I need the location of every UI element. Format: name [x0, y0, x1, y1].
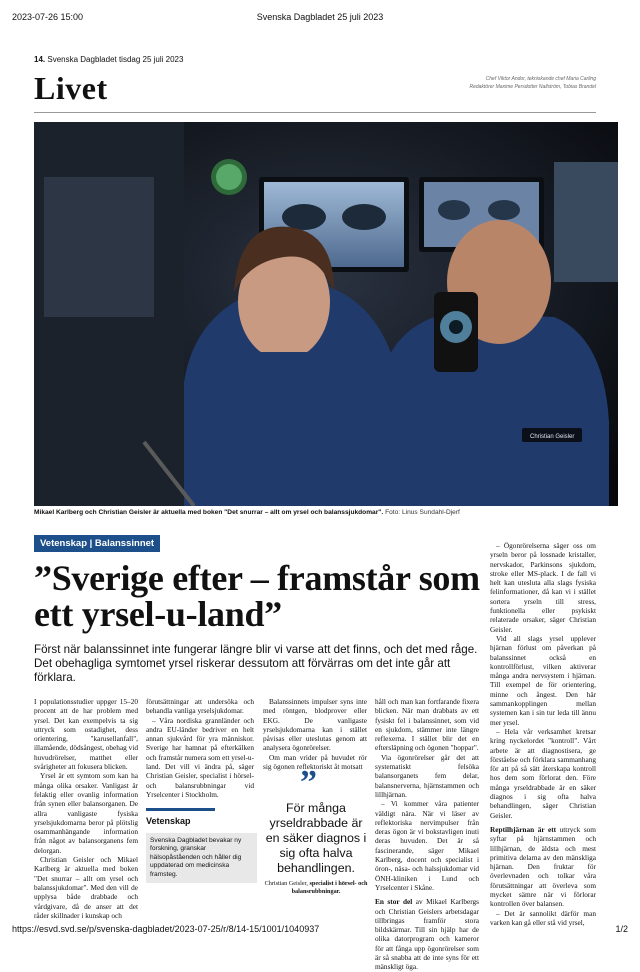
- paragraph: Christian Geisler och Mikael Karlberg är aktuella med boken "Det snurrar – allt om yrsel och balanssjukdomar". Med den vill de upplysa både drabbade och vårdgivare, då de anser att det råder skillnader i kunskap och: [34, 855, 138, 920]
- body-column-2: [146, 697, 254, 799]
- name-badge: Christian Geisler: [530, 434, 575, 440]
- lead-in: En stor del: [375, 897, 413, 907]
- paragraph: håll och man kan fortfarande fixera blicken. När man drabbats av ett fysiskt fel i balanssinnet, som vid en sjukdom, stämmer inte längre reflexerna. I stället blir det en eftersläpning och ögonen "hoppar".: [375, 697, 479, 753]
- paragraph: förutsättningar att undersöka och behandla vanliga yrselsjukdomar.: [146, 697, 254, 716]
- article-kicker: Vetenskap | Balanssinnet: [34, 535, 160, 552]
- factbox-accent-bar: [146, 808, 215, 811]
- page-number: 14.: [34, 55, 46, 64]
- lead-in: Reptilhjärnan är ett: [490, 824, 557, 834]
- section-title: Livet: [34, 70, 108, 106]
- page-header-line: [34, 55, 183, 64]
- credits-line-2: Redaktörer Maxime Persdotter Nallström, Tobias Brandel: [469, 84, 596, 90]
- lead-text: uttryck som syftar på hjärnstammen och lillhjärnan, de äldsta och mest primitiva delarna av den mänskliga hjärnan. Den fruktar för överlevnaden och tolkar våra förutsättningar att överleva som mycket sämre när vi förlorar kontrollen över balansen.: [490, 824, 596, 909]
- pull-quote-attribution: [262, 880, 370, 896]
- paragraph: – Ögonrörelserna säger oss om yrseln beror på lossnade kristaller, nervskador, Parkinsons sjukdom, stroke eller MS-plack. I de fall vi helt kan utesluta alla slags fysiska felinformationer, då kan vi i stället sortera yrseln till stress, funktionella eller psykiskt relaterade orsaker, säger Christian Geisler.: [490, 541, 596, 634]
- factbox-title: Vetenskap: [146, 816, 191, 826]
- paragraph: – Våra nordiska grannländer och andra EU-länder bedriver en helt annan sjukvård för yra människor. Sverige har hamnat på efterkälken och framstår numera som ett yrsel-u-land. Det vill vi ändra på, säger Christian Geisler, specialist i hörsel- och balansrubbningar vid Yrselcenter i Stockholm.: [146, 715, 254, 799]
- quote-name: Christian Geisler,: [264, 880, 308, 887]
- quote-role: specialist i hörsel- och balansrubbningar.: [291, 880, 368, 895]
- page-date-line: Svenska Dagbladet tisdag 25 juli 2023: [47, 55, 184, 64]
- caption-text: Mikael Karlberg och Christian Geisler är aktuella med boken "Det snurrar – allt om yrsel och balanssjukdomar".: [34, 509, 384, 516]
- quote-mark-icon: ”: [300, 764, 317, 801]
- editor-credits: [469, 75, 596, 91]
- body-column-4: [375, 697, 479, 972]
- paragraph: Om man vrider på huvudet rör sig ögonen reflektoriskt åt motsatt: [263, 752, 367, 772]
- article-headline: ”Sverige efter – framstår som ett yrsel-u-land”: [34, 558, 480, 634]
- body-column-3: [263, 697, 367, 771]
- paragraph: Vid all slags yrsel upplever hjärnan förlust om påverkan på balanssinnet också en kontrollförlust, vilken aktiverar många andra nervsystem i hjärnan. Till exempel de för orientering, minne och ångest. Den här sammankopplingen mellan systemen kan i sin tur leda till ännu mer yrsel.: [490, 633, 596, 727]
- credits-line-1: Chef Viktor Andor, tekniskande chef Maria Carling: [485, 76, 596, 82]
- paragraph: Yrsel är ett symtom som kan ha många olika orsaker. Vanligast är felaktig eller ovanlig information från synen eller balansorganen. De allra vanligaste fysiska yrselsjukdomarna beror på plötslig osammanhängande information från något av balansorganens fem delorgan.: [34, 771, 138, 855]
- header-rule: [34, 112, 596, 113]
- factbox-text: Svenska Dagbladet bevakar ny forskning, granskar hälsopåståenden och håller dig uppdaterad om medicinska framsteg.: [146, 833, 257, 883]
- paragraph: [490, 825, 596, 909]
- paragraph: – Vi kommer våra patienter väldigt nära. När vi läser av reflektoriska nervimpulser från deras ögon är vi bokstavligen inuti deras huvuden. Det är så fascinerande, säger Mikael Karlberg, docent och specialist i öron-, näsa- och halssjukdomar vid ÖNH-kliniken i Lund och Yrselcenter i Skåne.: [375, 799, 479, 892]
- paragraph: Via ögonrörelser går det att systematiskt felsöka balansorganets fem delar, balansnerverna, hjärnstammen och lillhjärnan.: [375, 752, 479, 799]
- photo-credit: Foto: Linus Sundahl-Djerf: [385, 509, 460, 516]
- paragraph: [375, 897, 479, 971]
- browser-title: Svenska Dagbladet 25 juli 2023: [256, 12, 384, 22]
- article-ingress: Först när balanssinnet inte fungerar längre blir vi varse att det finns, och det med råge. Det obehagliga symtomet yrsel riskerar dessutom att förvärras om det inte går att förklara.: [34, 643, 478, 684]
- paragraph: I populationsstudier uppger 15–20 procent att de har problem med yrsel. Det kan exempelvis ta sig uttryck som ostadighet, dess orientering, "karusellanfall", illamående, dödsångest, obehag vid huvudrörelser, matthet eller svårigheter att fokusera blicken.: [34, 697, 138, 772]
- paragraph: – Det är sannolikt därför man varken kan gå eller stå vid yrsel,: [490, 908, 596, 927]
- page-url: https://esvd.svd.se/p/svenska-dagbladet/2023-07-25/r/8/14-15/1001/1040937: [12, 924, 320, 934]
- print-timestamp: 2023-07-26 15:00: [12, 12, 84, 22]
- body-column-5: [490, 541, 596, 927]
- body-column-1: [34, 697, 138, 920]
- pull-quote: För många yrseldrabbade är en säker diagnos i sig ofta halva behandlingen.: [265, 801, 367, 875]
- lead-text: av Mikael Karlbergs och Christian Geislers arbetsdagar tillbringas framför stora bildskärmar. Till sin hjälp har de olika datorprogram och kameror för att fånga upp ögonrörelser som är så snabba att de inte syns för ett mänskligt öga.: [375, 897, 479, 972]
- page-count: 1/2: [615, 924, 628, 934]
- article-photo: [34, 122, 618, 506]
- photo-caption: [34, 508, 624, 517]
- paragraph: – Hela vår verksamhet kretsar kring nyckelordet "kontroll". Vårt arbete är att diagnostisera, ge förståelse och förklara sammanhang för att på så sätt återskapa kontroll hos dem som förlorat den. Före många yrseldrabbade är en säker diagnos i sig ofta halva behandlingen, säger Christian Geisler.: [490, 726, 596, 820]
- photo-illustration: [34, 122, 618, 506]
- paragraph: Balanssinnets impulser syns inte med röntgen, blodprover eller EKG. De vanligaste yrselsjukdomarna kan i stället påvisas eller uteslutas genom att analysera ögonrörelser.: [263, 697, 367, 753]
